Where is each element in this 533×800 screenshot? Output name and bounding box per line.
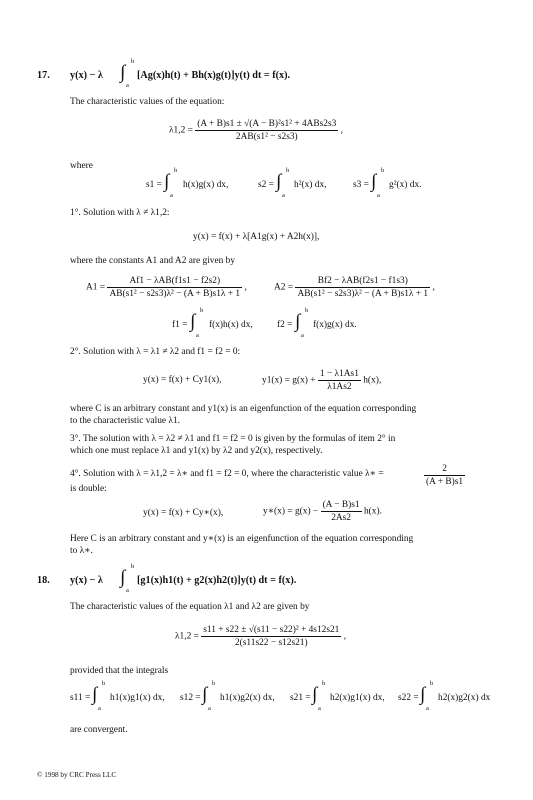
lower-limit: a: [196, 332, 199, 339]
integral-sign: ∫: [190, 311, 196, 332]
integral-sign: ∫: [276, 171, 282, 192]
f2-lhs: f2 =: [277, 320, 293, 330]
f1-integrand: f(x)h(x) dx,: [209, 320, 253, 330]
integral-sign: ∫: [295, 311, 301, 332]
integral-sign: ∫: [312, 684, 318, 705]
A2-formula: A2 = $\frac{\text{Bf2 − λAB(f2s1 − f1s3)}}{\text{AB(s1² − s2s3)λ² − (A + B)s1λ + 1}}$ ,: [274, 276, 435, 299]
integral-sign: ∫: [202, 684, 208, 705]
lambda-fraction-18: $\frac{\text{s11 + s22 ± √(s11 − s22)² + 4s12s21}}{2(s11s22 - s12s21)}$: [203, 625, 340, 648]
lambda-formula-17: λ1,2 = $\frac{\text{(A + B)s1 ± √(A − B)²s1² + 4ABs2s3}}{\text{2AB(s1² − s2s3)}}$ ,: [169, 119, 344, 142]
s12-lhs: s12 =: [180, 693, 201, 703]
s3-integrand: g²(x) dx.: [389, 180, 422, 190]
where-text: where: [70, 161, 93, 171]
solution-4-desc-2: to λ∗.: [70, 546, 93, 556]
provided-text: provided that the integrals: [70, 666, 169, 676]
lower-limit: a: [318, 705, 321, 712]
solution-3-line-1: 3°. The solution with λ = λ2 ≠ λ1 and f1 = f2 = 0 is given by the formulas of item 2° in: [70, 434, 396, 444]
solution-4-line-2: is double:: [70, 484, 107, 494]
solution-4-line-1: 4°. Solution with λ = λ1,2 = λ∗ and f1 = f2 = 0, where the characteristic value λ∗ =: [70, 469, 384, 479]
integral-sign: ∫: [371, 171, 377, 192]
s11-integrand: h1(x)g1(x) dx,: [110, 693, 165, 703]
A1-formula: A1 = $\frac{\text{Af1 − λAB(f1s1 − f2s2)}}{\text{AB(s1² − s2s3)λ² − (A + B)s1λ + 1}}$ ,: [86, 276, 247, 299]
lower-limit: a: [301, 332, 304, 339]
integral-sign: ∫: [164, 171, 170, 192]
solution-2-desc-1: where C is an arbitrary constant and y1(x) is an eigenfunction of the equation corresponding: [70, 404, 417, 414]
upper-limit: b: [305, 307, 309, 314]
lower-limit: a: [126, 82, 129, 89]
lower-limit: a: [208, 705, 211, 712]
equation-17-rhs: [Ag(x)h(t) + Bh(x)g(t)]y(t) dt = f(x).: [137, 70, 291, 81]
solution-1-equation: y(x) = f(x) + λ[A1g(x) + A2h(x)],: [193, 232, 320, 242]
char-values-text-18: The characteristic values of the equation λ1 and λ2 are given by: [70, 602, 310, 612]
upper-limit: b: [102, 680, 106, 687]
lower-limit: a: [98, 705, 101, 712]
upper-limit: b: [430, 680, 434, 687]
solution-4-eq2: y∗(x) = g(x) − $\frac{(A - B)s1}{2As2}$ h(x).: [263, 500, 382, 523]
equation-17-lhs: y(x) − λ: [70, 70, 103, 81]
upper-limit: b: [322, 680, 326, 687]
f2-integrand: f(x)g(x) dx.: [313, 320, 357, 330]
solution-4-fraction: $\frac{(A - B)s1}{2As2}$: [322, 500, 360, 523]
solution-2-desc-2: to the characteristic value λ1.: [70, 416, 180, 426]
solution-1-label: 1°. Solution with λ ≠ λ1,2:: [70, 208, 170, 218]
upper-limit: b: [131, 563, 135, 570]
upper-limit: b: [200, 307, 204, 314]
s21-lhs: s21 =: [290, 693, 311, 703]
problem-number-17: 17.: [37, 70, 50, 81]
lower-limit: a: [426, 705, 429, 712]
s1-lhs: s1 =: [146, 180, 162, 190]
solution-2-fraction: $\frac{1 - \lambda 1As1}{\lambda 1As2}$: [319, 369, 359, 392]
solution-3-line-2: which one must replace λ1 and y1(x) by λ2 and y2(x), respectively.: [70, 446, 323, 456]
lambda-formula-18: λ1,2 = $\frac{\text{s11 + s22 ± √(s11 − s22)² + 4s12s21}}{2(s11s22 - s12s21)}$ ,: [175, 625, 347, 648]
lambda-fraction: $\frac{\text{(A + B)s1 ± √(A − B)²s1² + 4ABs2s3}}{\text{2AB(s1² − s2s3)}}$: [197, 119, 337, 142]
s3-lhs: s3 =: [353, 180, 369, 190]
solution-4-desc-1: Here C is an arbitrary constant and y∗(x) is an eigenfunction of the equation corresponding: [70, 534, 414, 544]
s11-lhs: s11 =: [70, 693, 91, 703]
upper-limit: b: [131, 58, 135, 65]
lower-limit: a: [282, 192, 285, 199]
convergent-text: are convergent.: [70, 725, 128, 735]
integral-sign: ∫: [420, 684, 426, 705]
char-values-text: The characteristic values of the equation:: [70, 97, 225, 107]
s12-integrand: h1(x)g2(x) dx,: [220, 693, 275, 703]
s2-integrand: h²(x) dx,: [294, 180, 327, 190]
lower-limit: a: [170, 192, 173, 199]
upper-limit: b: [286, 167, 290, 174]
A2-fraction: $\frac{\text{Bf2 − λAB(f2s1 − f1s3)}}{\text{AB(s1² − s2s3)λ² − (A + B)s1λ + 1}}$: [297, 276, 429, 299]
footer-copyright: © 1998 by CRC Press LLC: [37, 771, 117, 779]
solution-2-eq2: y1(x) = g(x) + $\frac{1 - \lambda 1As1}{\lambda 1As2}$ h(x),: [262, 369, 382, 392]
constants-text: where the constants A1 and A2 are given by: [70, 256, 236, 266]
s1-integrand: h(x)g(x) dx,: [183, 180, 229, 190]
integral-sign: ∫: [92, 684, 98, 705]
solution-4-eq1: y(x) = f(x) + Cy∗(x),: [143, 508, 224, 518]
f1-lhs: f1 =: [172, 320, 188, 330]
lower-limit: a: [377, 192, 380, 199]
problem-number-18: 18.: [37, 575, 50, 586]
s21-integrand: h2(x)g1(x) dx,: [330, 693, 385, 703]
upper-limit: b: [212, 680, 216, 687]
solution-2-label: 2°. Solution with λ = λ1 ≠ λ2 and f1 = f2 = 0:: [70, 347, 241, 357]
solution-2-eq1: y(x) = f(x) + Cy1(x),: [143, 375, 222, 385]
upper-limit: b: [381, 167, 385, 174]
upper-limit: b: [174, 167, 178, 174]
s22-lhs: s22 =: [398, 693, 419, 703]
equation-18-rhs: [g1(x)h1(t) + g2(x)h2(t)]y(t) dt = f(x).: [137, 575, 297, 586]
A1-fraction: $\frac{\text{Af1 − λAB(f1s1 − f2s2)}}{\text{AB(s1² − s2s3)λ² − (A + B)s1λ + 1}}$: [109, 276, 241, 299]
integral-sign: ∫: [120, 62, 126, 83]
lambda-star-fraction: $\frac{2}{(A + B)s1}$: [426, 464, 464, 487]
equation-18-lhs: y(x) − λ: [70, 575, 103, 586]
s2-lhs: s2 =: [258, 180, 274, 190]
lower-limit: a: [126, 587, 129, 594]
s22-integrand: h2(x)g2(x) dx: [438, 693, 491, 703]
integral-sign: ∫: [120, 567, 126, 588]
